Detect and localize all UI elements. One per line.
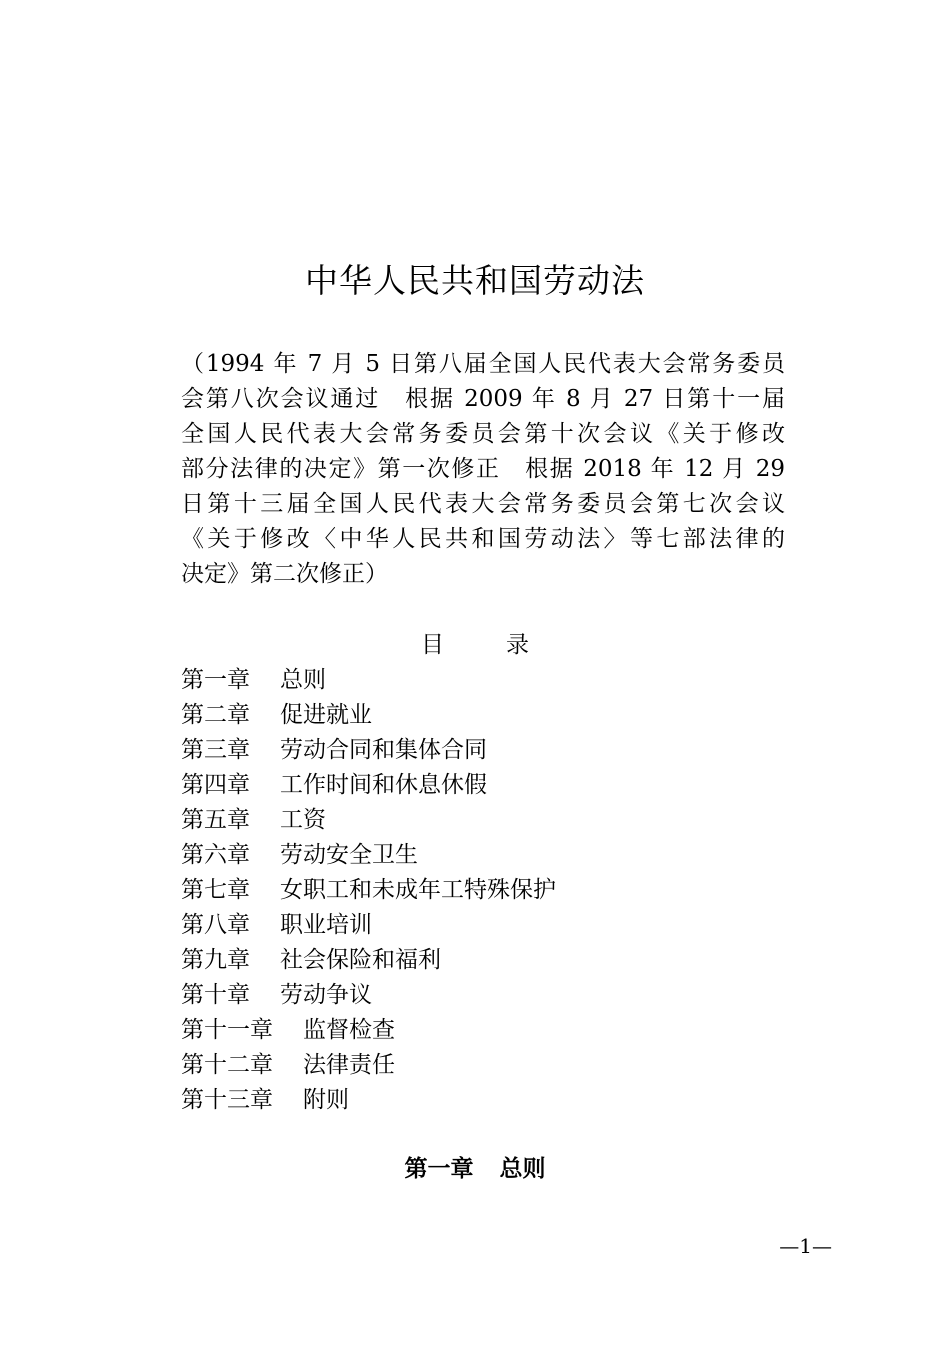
preamble-line: 全国人民代表大会常务委员会第十次会议《关于修改 xyxy=(181,421,785,447)
toc-chapter-name: 女职工和未成年工特殊保护 xyxy=(280,877,556,903)
toc-chapter-name: 劳动安全卫生 xyxy=(280,842,418,868)
toc-chapter-name: 社会保险和福利 xyxy=(280,947,441,973)
toc-chapter-name: 劳动合同和集体合同 xyxy=(280,737,487,763)
chapter-heading xyxy=(0,1151,950,1187)
toc-chapter-number: 第七章 xyxy=(181,877,250,903)
toc-chapter-number: 第六章 xyxy=(181,842,250,868)
preamble-line: 日第十三届全国人民代表大会常务委员会第七次会议 xyxy=(181,491,785,517)
toc-item xyxy=(181,1048,556,1083)
toc-chapter-number: 第十一章 xyxy=(181,1017,273,1043)
preamble-line: 部分法律的决定》第一次修正 根据 2018 年 12 月 29 xyxy=(181,456,785,482)
toc-chapter-number: 第四章 xyxy=(181,772,250,798)
toc-chapter-number: 第十三章 xyxy=(181,1087,273,1113)
preamble-line: 《关于修改〈中华人民共和国劳动法〉等七部法律的 xyxy=(181,526,785,552)
toc-chapter-name: 劳动争议 xyxy=(280,982,372,1008)
toc-item xyxy=(181,1013,556,1048)
preamble-line: 决定》第二次修正） xyxy=(181,561,388,587)
preamble xyxy=(181,347,785,592)
toc-item xyxy=(181,873,556,908)
toc-chapter-name: 监督检查 xyxy=(303,1017,395,1043)
table-of-contents xyxy=(181,663,556,1118)
toc-chapter-name: 工资 xyxy=(280,807,326,833)
toc-item xyxy=(181,908,556,943)
toc-chapter-number: 第八章 xyxy=(181,912,250,938)
toc-item xyxy=(181,768,556,803)
chapter-heading-number: 第一章 xyxy=(404,1156,474,1182)
toc-item xyxy=(181,1083,556,1118)
toc-chapter-name: 总则 xyxy=(280,667,326,693)
toc-item xyxy=(181,803,556,838)
page-number: —1— xyxy=(779,1234,832,1258)
toc-chapter-name: 法律责任 xyxy=(303,1052,395,1078)
toc-item xyxy=(181,838,556,873)
toc-item xyxy=(181,978,556,1013)
toc-heading-char: 录 xyxy=(506,632,529,658)
toc-chapter-number: 第十二章 xyxy=(181,1052,273,1078)
toc-chapter-number: 第十章 xyxy=(181,982,250,1008)
toc-item xyxy=(181,698,556,733)
toc-item xyxy=(181,663,556,698)
toc-item xyxy=(181,733,556,768)
toc-chapter-number: 第二章 xyxy=(181,702,250,728)
toc-heading-char: 目 xyxy=(421,632,444,658)
toc-chapter-name: 工作时间和休息休假 xyxy=(280,772,487,798)
toc-chapter-number: 第三章 xyxy=(181,737,250,763)
toc-chapter-number: 第一章 xyxy=(181,667,250,693)
chapter-heading-name: 总则 xyxy=(499,1156,546,1182)
toc-item xyxy=(181,943,556,978)
toc-heading xyxy=(0,628,950,663)
toc-chapter-name: 附则 xyxy=(303,1087,349,1113)
preamble-line: 会第八次会议通过 根据 2009 年 8 月 27 日第十一届 xyxy=(181,386,785,412)
preamble-line: （1994 年 7 月 5 日第八届全国人民代表大会常务委员 xyxy=(181,351,785,377)
toc-chapter-number: 第九章 xyxy=(181,947,250,973)
toc-chapter-number: 第五章 xyxy=(181,807,250,833)
toc-chapter-name: 促进就业 xyxy=(280,702,372,728)
page-title: 中华人民共和国劳动法 xyxy=(305,261,645,300)
toc-chapter-name: 职业培训 xyxy=(280,912,372,938)
